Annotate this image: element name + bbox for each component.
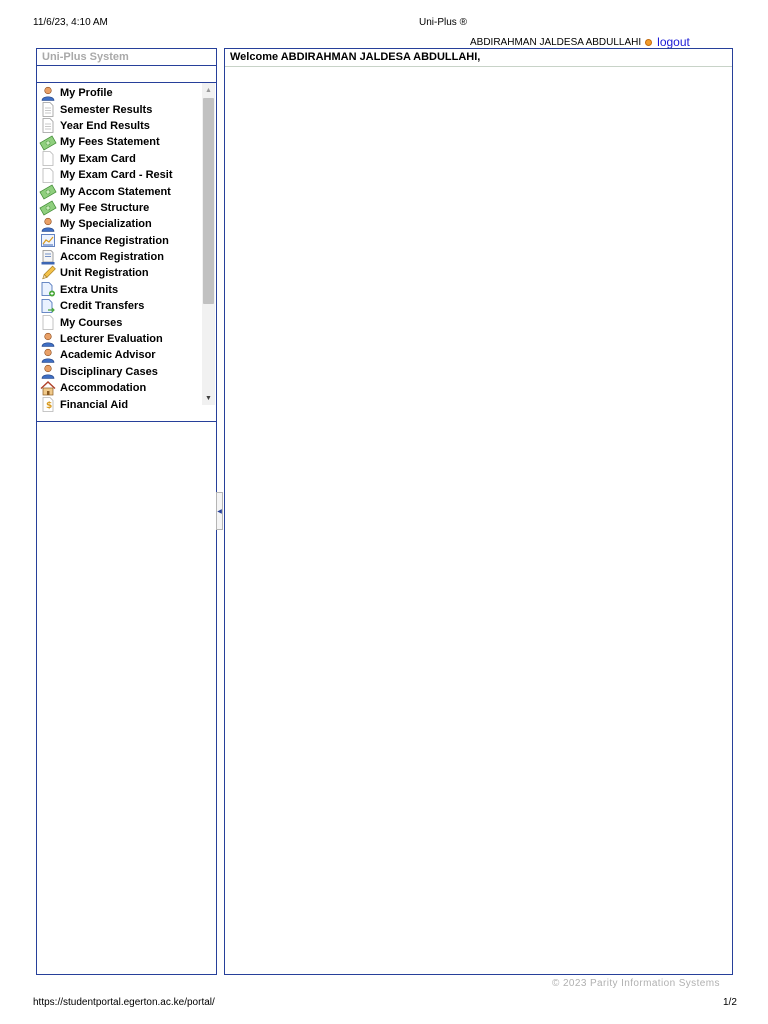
user-icon [40, 332, 56, 347]
sidebar [36, 48, 217, 975]
collapse-arrow-icon: ◀ [217, 508, 222, 515]
register-icon [40, 250, 56, 265]
welcome-message: Welcome ABDIRAHMAN JALDESA ABDULLAHI, [225, 49, 732, 67]
print-page-number: 1/2 [723, 997, 737, 1008]
sidebar-item-label: Academic Advisor [60, 349, 156, 362]
sidebar-item-label: Year End Results [60, 119, 150, 132]
sidebar-item-label: Extra Units [60, 283, 119, 296]
sidebar-item-label: Credit Transfers [60, 300, 145, 313]
sidebar-item-my-fee-structure[interactable] [37, 200, 202, 216]
copyright: © 2023 Parity Information Systems [552, 978, 720, 989]
sidebar-title: Uni-Plus System [37, 49, 216, 66]
status-dot-icon [645, 39, 652, 46]
svg-text:$: $ [46, 401, 53, 412]
scroll-down-icon[interactable]: ▼ [205, 394, 212, 402]
blank-page-icon [40, 315, 56, 330]
sidebar-item-label: Disciplinary Cases [60, 365, 158, 378]
sidebar-item-lecturer-evaluation[interactable] [37, 331, 202, 347]
sidebar-item-label: Unit Registration [60, 267, 149, 280]
print-url: https://studentportal.egerton.ac.ke/portal/ [33, 997, 215, 1008]
logout-link[interactable]: logout [657, 35, 690, 49]
sidebar-item-label: Finance Registration [60, 234, 169, 247]
sidebar-item-label: My Fee Structure [60, 201, 150, 214]
scroll-up-icon[interactable]: ▲ [205, 86, 212, 94]
print-date: 11/6/23, 4:10 AM [33, 17, 108, 28]
sidebar-item-my-accom-statement[interactable] [37, 183, 202, 199]
chart-icon [40, 233, 56, 248]
sidebar-item-label: My Courses [60, 316, 123, 329]
sidebar-item-my-exam-card[interactable] [37, 151, 202, 167]
user-icon [40, 348, 56, 363]
sidebar-item-label: My Exam Card [60, 152, 136, 165]
sidebar-item-finance-registration[interactable] [37, 233, 202, 249]
house-icon [40, 381, 56, 396]
menu-scrollbar[interactable] [202, 83, 215, 405]
sidebar-item-label: My Profile [60, 87, 113, 100]
username: ABDIRAHMAN JALDESA ABDULLAHI [470, 36, 642, 48]
user-icon [40, 364, 56, 379]
sidebar-item-financial-aid[interactable] [37, 396, 202, 412]
pencil-icon [40, 266, 56, 281]
menu-box [37, 83, 216, 422]
money-icon [40, 184, 56, 199]
sidebar-item-my-specialization[interactable] [37, 216, 202, 232]
sidebar-item-credit-transfers[interactable] [37, 298, 202, 314]
sidebar-item-label: My Accom Statement [60, 185, 171, 198]
sidebar-item-my-fees-statement[interactable] [37, 134, 202, 150]
collapse-sidebar-handle[interactable] [216, 492, 223, 530]
add-page-icon [40, 282, 56, 297]
blank-page-icon [40, 168, 56, 183]
sidebar-item-year-end-results[interactable] [37, 118, 202, 134]
blank-page-icon [40, 151, 56, 166]
sidebar-item-accommodation[interactable] [37, 380, 202, 396]
sidebar-item-label: My Specialization [60, 218, 152, 231]
sidebar-item-my-courses[interactable] [37, 314, 202, 330]
menu-viewport [37, 83, 202, 412]
sidebar-item-extra-units[interactable] [37, 282, 202, 298]
sidebar-item-my-exam-card-resit[interactable] [37, 167, 202, 183]
sidebar-item-my-profile[interactable] [37, 85, 202, 101]
sidebar-search-area [37, 66, 216, 83]
money-icon [40, 200, 56, 215]
sidebar-item-label: Semester Results [60, 103, 153, 116]
finance-icon [40, 397, 56, 412]
money-icon [40, 135, 56, 150]
sidebar-item-academic-advisor[interactable] [37, 347, 202, 363]
transfer-page-icon [40, 299, 56, 314]
sidebar-item-semester-results[interactable] [37, 101, 202, 117]
sidebar-item-unit-registration[interactable] [37, 265, 202, 281]
sidebar-item-label: My Fees Statement [60, 136, 160, 149]
scroll-thumb[interactable] [203, 98, 214, 304]
sidebar-item-accom-registration[interactable] [37, 249, 202, 265]
menu-list [37, 85, 202, 413]
sidebar-item-label: My Exam Card - Resit [60, 169, 173, 182]
sidebar-item-label: Accom Registration [60, 251, 164, 264]
document-icon [40, 118, 56, 133]
sidebar-item-label: Lecturer Evaluation [60, 333, 163, 346]
user-icon [40, 217, 56, 232]
print-title: Uni-Plus ® [419, 17, 467, 28]
sidebar-item-label: Accommodation [60, 382, 147, 395]
main-panel [224, 48, 733, 975]
user-bar [470, 35, 690, 49]
document-icon [40, 102, 56, 117]
sidebar-item-disciplinary-cases[interactable] [37, 364, 202, 380]
sidebar-item-label: Financial Aid [60, 398, 129, 411]
user-icon [40, 86, 56, 101]
